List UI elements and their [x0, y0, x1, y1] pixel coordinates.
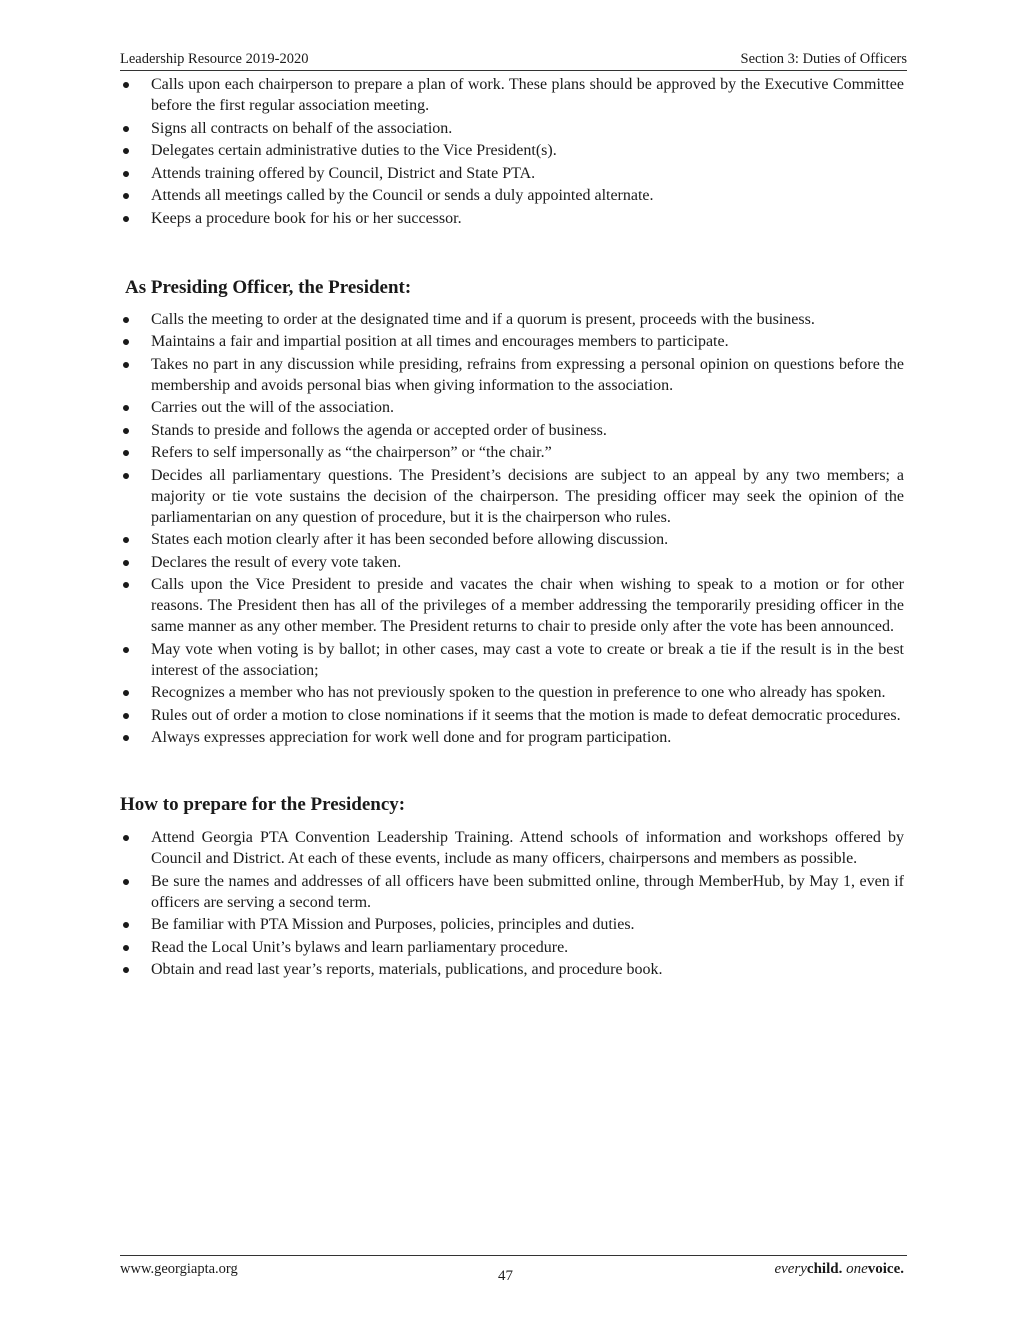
page-header — [120, 50, 907, 71]
bullet-icon — [123, 405, 129, 411]
bullet-icon — [123, 713, 129, 719]
header-section-title: Section 3: Duties of Officers — [740, 51, 907, 67]
list-item: Attends all meetings called by the Council or sends a duly appointed alternate. — [120, 185, 904, 206]
list-item: Calls upon the Vice President to preside and vacates the chair when wishing to speak to a motion or for other reasons. The President then has all of the privileges of a member addressing the temporarily presiding officer in the same manner as any other member. The President returns to chair to preside only after the vote has been announced. — [120, 574, 904, 637]
list-item: Carries out the will of the association. — [120, 397, 904, 418]
bullet-icon — [123, 560, 129, 566]
list-item: May vote when voting is by ballot; in other cases, may cast a vote to create or break a tie if the result is in the best interest of the association; — [120, 639, 904, 681]
bullet-icon — [123, 879, 129, 885]
footer-slogan: everychild. onevoice. — [774, 1261, 904, 1277]
list-item: Attend Georgia PTA Convention Leadership Training. Attend schools of information and workshops offered by Council and District. At each of these events, include as many officers, chairpersons and members as possible. — [120, 827, 904, 869]
list-item: Stands to preside and follows the agenda or accepted order of business. — [120, 420, 904, 441]
list-item: Be sure the names and addresses of all officers have been submitted online, through MemberHub, by May 1, even if officers are serving a second term. — [120, 871, 904, 913]
page-number: 47 — [498, 1268, 513, 1284]
bullet-icon — [123, 537, 129, 543]
list-item: States each motion clearly after it has been seconded before allowing discussion. — [120, 529, 904, 550]
presiding-officer-heading: As Presiding Officer, the President: — [125, 276, 412, 298]
bullet-icon — [123, 835, 129, 841]
prepare-presidency-heading: How to prepare for the Presidency: — [120, 794, 406, 815]
page-footer — [120, 1255, 907, 1296]
list-item: Calls upon each chairperson to prepare a plan of work. These plans should be approved by the Executive Committee before the first regular association meeting. — [120, 74, 904, 116]
bullet-icon — [123, 582, 129, 588]
bullet-icon — [123, 126, 129, 132]
bullet-icon — [123, 428, 129, 434]
header-document-title: Leadership Resource 2019-2020 — [120, 51, 309, 67]
bullet-icon — [123, 647, 129, 653]
list-item: Refers to self impersonally as “the chairperson” or “the chair.” — [120, 442, 904, 463]
list-item: Keeps a procedure book for his or her successor. — [120, 208, 904, 229]
list-item: Recognizes a member who has not previously spoken to the question in preference to one who already has spoken. — [120, 682, 904, 703]
list-item: Read the Local Unit’s bylaws and learn parliamentary procedure. — [120, 937, 904, 958]
list-item: Always expresses appreciation for work well done and for program participation. — [120, 727, 904, 748]
bullet-icon — [123, 690, 129, 696]
bullet-icon — [123, 148, 129, 154]
prepare-presidency-list — [120, 827, 904, 980]
presiding-officer-list — [120, 309, 904, 749]
bullet-icon — [123, 82, 129, 88]
bullet-icon — [123, 473, 129, 479]
list-item: Declares the result of every vote taken. — [120, 552, 904, 573]
footer-website-link[interactable]: www.georgiapta.org — [120, 1261, 238, 1277]
bullet-icon — [123, 967, 129, 973]
bullet-icon — [123, 171, 129, 177]
list-item: Takes no part in any discussion while presiding, refrains from expressing a personal opinion on questions before the membership and avoids personal bias when giving information to the association. — [120, 354, 904, 396]
list-item: Calls the meeting to order at the designated time and if a quorum is present, proceeds with the business. — [120, 309, 904, 330]
page-content — [120, 74, 904, 982]
bullet-icon — [123, 922, 129, 928]
bullet-icon — [123, 216, 129, 222]
list-item: Be familiar with PTA Mission and Purposes, policies, principles and duties. — [120, 914, 904, 935]
list-item: Obtain and read last year’s reports, materials, publications, and procedure book. — [120, 959, 904, 980]
bullet-icon — [123, 450, 129, 456]
list-item: Signs all contracts on behalf of the association. — [120, 118, 904, 139]
list-item: Decides all parliamentary questions. The President’s decisions are subject to an appeal by any two members; a majority or tie vote sustains the decision of the chairperson. The presiding officer may seek the opinion of the parliamentarian on any question of procedure, but it is the chairperson who rules. — [120, 465, 904, 528]
bullet-icon — [123, 193, 129, 199]
bullet-icon — [123, 339, 129, 345]
bullet-icon — [123, 945, 129, 951]
list-item: Delegates certain administrative duties to the Vice President(s). — [120, 140, 904, 161]
bullet-icon — [123, 317, 129, 323]
bullet-icon — [123, 362, 129, 368]
list-item: Maintains a fair and impartial position at all times and encourages members to participate. — [120, 331, 904, 352]
bullet-icon — [123, 735, 129, 741]
list-item: Rules out of order a motion to close nominations if it seems that the motion is made to defeat democratic procedures. — [120, 705, 904, 726]
list-item: Attends training offered by Council, District and State PTA. — [120, 163, 904, 184]
officer-duties-list — [120, 74, 904, 229]
